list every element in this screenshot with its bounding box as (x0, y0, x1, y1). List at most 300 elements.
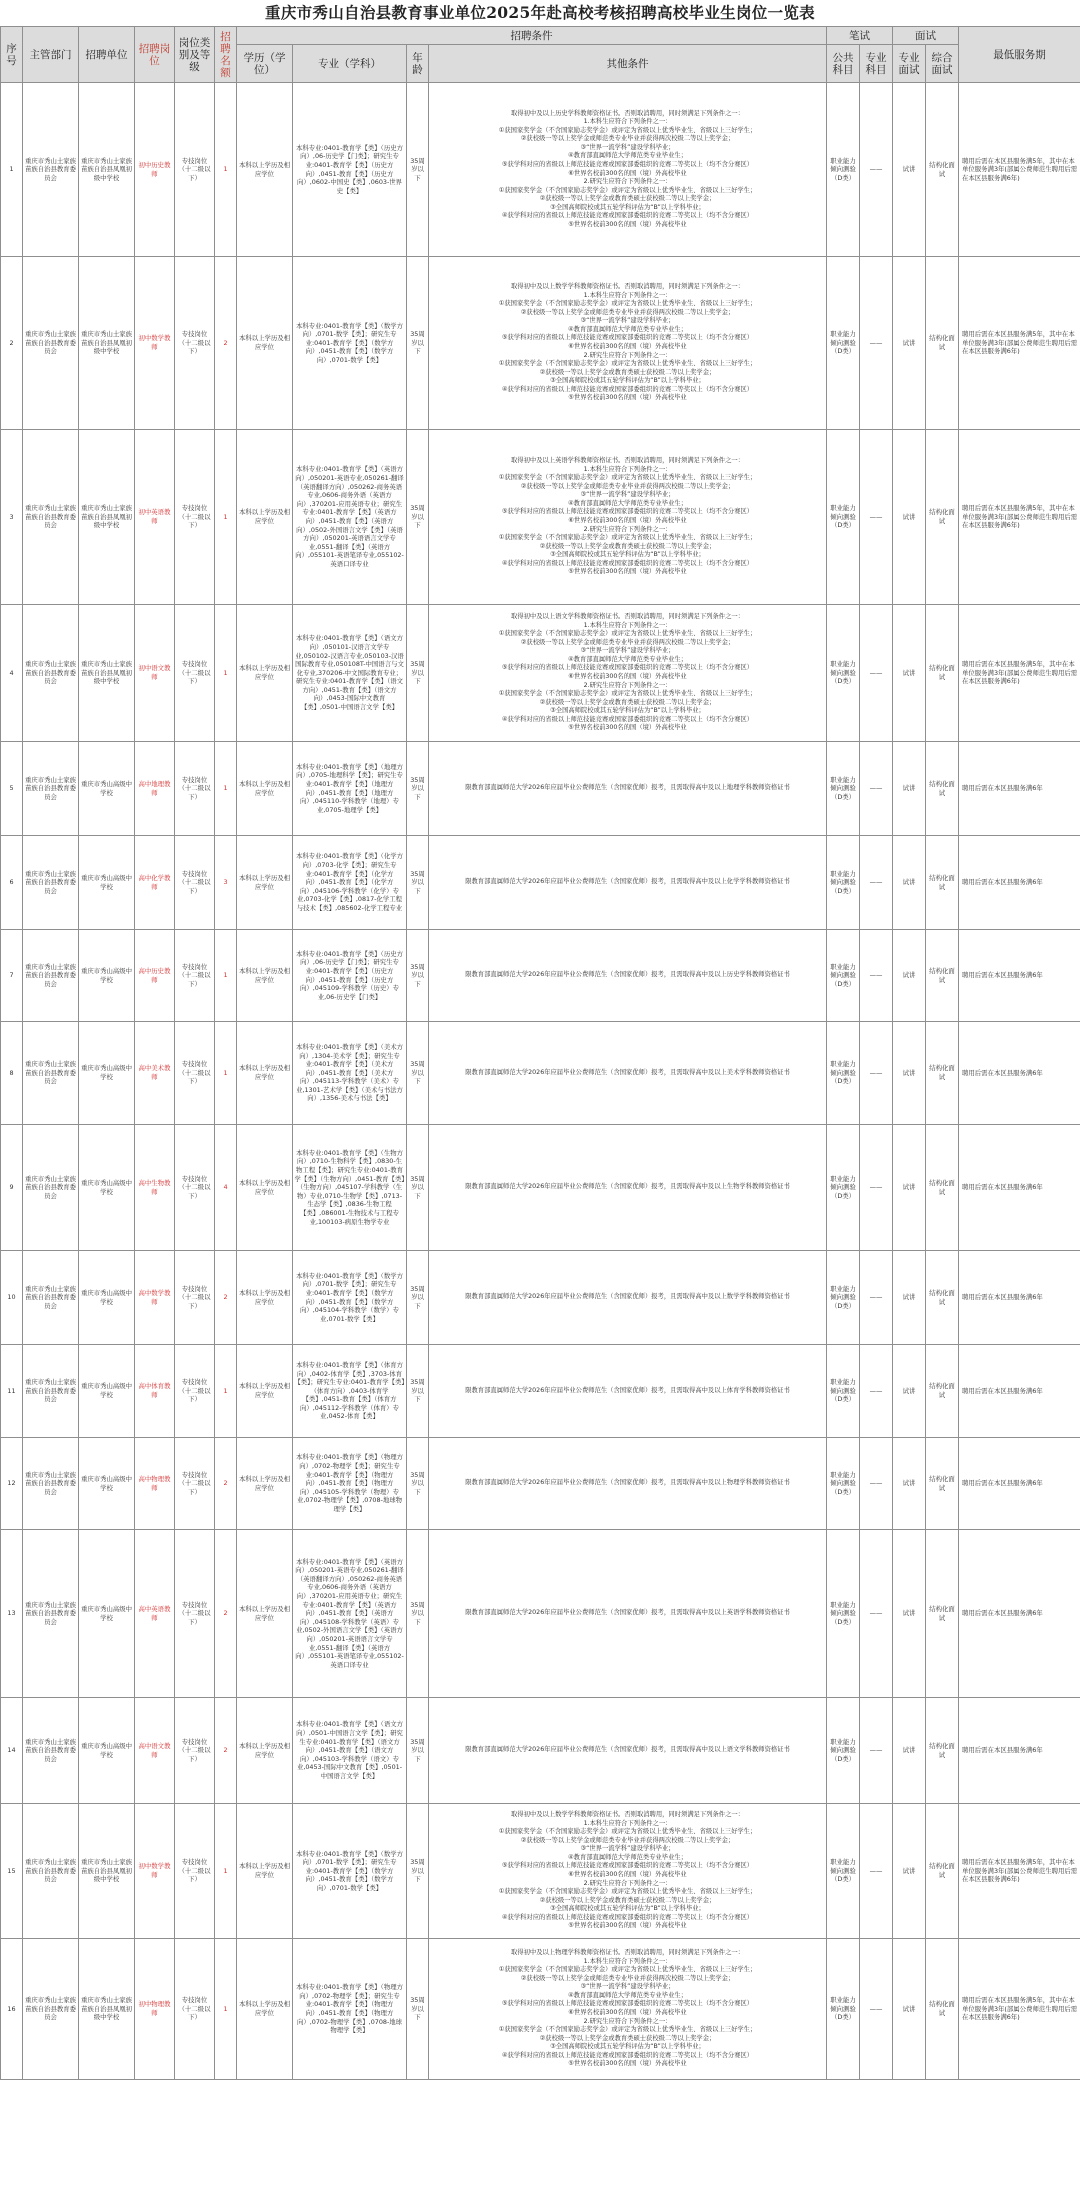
cell-other (429, 1698, 827, 1804)
cell-age: 35周岁以下 (407, 1251, 429, 1345)
cell-quota: 1 (215, 1345, 237, 1438)
cell-comp-interview: 结构化面试 (926, 1698, 959, 1804)
cell-service: 聘用后需在本区县服务满6年 (959, 1698, 1080, 1804)
cell-pro-interview: 试讲 (893, 742, 926, 836)
cell-major: 本科专业:0401-教育学【类】（英语方向）,050201-英语专业,050261-翻译（英语翻译方向）,050262-商务英语专业,0606-商务外语（英语方向）,370201-应用英语专业；研究生专业:0401-教育学【类】（英语方向）,0451-教育【类】（英语方向）,0502-外国语言文学【类】（英语方向）,050201-英语语言文学专业,0551-翻译【类】（英语方向）,055101-英语笔译专业,055102-英语口译专业 (293, 430, 407, 605)
cell-dept: 重庆市秀山土家族苗族自治县教育委员会 (23, 83, 79, 257)
condition-line: 1.本科生应符合下列条件之一： (583, 1957, 672, 1965)
cell-major: 本科专业:0401-教育学【类】（语文方向）,050101-汉语言文学专业,050102-汉语言专业,050103-汉语国际教育专业,050108T-中国语言与文化专业,370206-中文国际教育专业；研究生专业:0401-教育学【类】（语文方向）,0451-教育【类】（语文方向）,0453-国际中文教育【类】,0501-中国语言文学【类】 (293, 605, 407, 742)
cell-category: 专技岗位（十二级以下） (175, 1530, 215, 1698)
cell-major: 本科专业:0401-教育学【类】（历史方向）,06-历史学【门类】；研究生专业:0401-教育学【类】（历史方向）,0451-教育【类】（历史方向）,0602-中国史【类】,0603-世界史【类】 (293, 83, 407, 257)
condition-line: 限教育部直属师范大学2026年应届毕业公费师范生（含国家优师）报考，且需取得高中及以上语文学科教师资格证书 (465, 1746, 790, 1754)
cell-position: 初中语文教师 (135, 605, 175, 742)
header-unit: 招聘单位 (79, 27, 135, 83)
cell-major: 本科专业:0401-教育学【类】（数学方向）,0701-数学【类】；研究生专业:0401-教育学【类】（数学方向）,0451-教育【类】（数学方向）,045104-学科教学（数学）专业,0701-数学【类】 (293, 1251, 407, 1345)
cell-position: 初中英语教师 (135, 430, 175, 605)
cell-seq: 2 (1, 257, 23, 430)
condition-line: ①获国家奖学金（不含国家励志奖学金）或评定为省级以上优秀毕业生、省级以上三好学生； (498, 630, 757, 638)
header-quota: 招聘名额 (215, 27, 237, 83)
cell-pro-subject: —— (860, 83, 893, 257)
cell-other (429, 83, 827, 257)
table-row (1, 1698, 1080, 1804)
cell-comp-interview: 结构化面试 (926, 1530, 959, 1698)
cell-service: 聘用后需在本区县服务满5年，其中在本单位服务满3年(部属公费师范生聘用后需在本区县服务满6年) (959, 257, 1080, 430)
cell-comp-interview: 结构化面试 (926, 1804, 959, 1939)
header-position: 招聘岗位 (135, 27, 175, 83)
cell-age: 35周岁以下 (407, 1939, 429, 2080)
cell-service: 聘用后需在本区县服务满6年 (959, 1530, 1080, 1698)
condition-line: ③全国高师院校或其五轮学科评估为“B”以上学科毕业； (550, 203, 705, 211)
cell-age: 35周岁以下 (407, 1438, 429, 1530)
cell-age: 35周岁以下 (407, 1125, 429, 1251)
cell-age: 35周岁以下 (407, 1022, 429, 1125)
cell-age: 35周岁以下 (407, 257, 429, 430)
cell-edu: 本科以上学历及相应学位 (237, 1345, 293, 1438)
cell-pro-interview: 试讲 (893, 1530, 926, 1698)
cell-seq: 4 (1, 605, 23, 742)
cell-service: 聘用后需在本区县服务满6年 (959, 930, 1080, 1022)
cell-other (429, 1438, 827, 1530)
cell-major: 本科专业:0401-教育学【类】（数学方向）,0701-数学【类】；研究生专业:0401-教育学【类】（数学方向）,0451-教育【类】（数学方向）,0701-数学【类】 (293, 1804, 407, 1939)
header-pro-interview: 专业面试 (893, 45, 926, 83)
condition-line: ②获校级一等以上奖学金或师范类专业毕业并获得两次校级二等以上奖学金； (520, 638, 735, 646)
cell-dept: 重庆市秀山土家族苗族自治县教育委员会 (23, 1251, 79, 1345)
condition-line: 1.本科生应符合下列条件之一： (583, 465, 672, 473)
cell-seq: 1 (1, 83, 23, 257)
cell-pro-interview: 试讲 (893, 1251, 926, 1345)
condition-line: 2.研究生应符合下列条件之一： (583, 1879, 672, 1887)
table-header (1, 27, 1080, 83)
condition-line: 1.本科生应符合下列条件之一： (583, 118, 672, 126)
cell-position: 高中语文教师 (135, 1698, 175, 1804)
cell-quota: 2 (215, 1438, 237, 1530)
condition-line: 2.研究生应符合下列条件之一： (583, 2017, 672, 2025)
cell-seq: 15 (1, 1804, 23, 1939)
condition-line: ④教育部直属师范大学师范类专业毕业生； (568, 325, 687, 333)
cell-unit: 重庆市秀山高级中学校 (79, 1530, 135, 1698)
condition-line: ⑤世界名校前300名的国（境）外高校毕业 (568, 220, 687, 228)
condition-line: ④获学科对应的省级以上师范技能竞赛或国家部委组织的竞赛二等奖以上（均不含分赛区） (501, 2051, 754, 2059)
condition-line: ③全国高师院校或其五轮学科评估为“B”以上学科毕业； (550, 1905, 705, 1913)
cell-pro-subject: —— (860, 1251, 893, 1345)
condition-line: ③“世界一流学科”建设学科毕业； (580, 1983, 675, 1991)
cell-pro-subject: —— (860, 742, 893, 836)
cell-major: 本科专业:0401-教育学【类】（英语方向）,050201-英语专业,050261-翻译（英语翻译方向）,050262-商务英语专业,0606-商务外语（英语方向）,370201-应用英语专业；研究生专业:0401-教育学【类】（英语方向）,0451-教育【类】（英语方向）,045108-学科教学（英语）专业,0502-外国语言文学【类】（英语方向）,050201-英语语言文学专业,0551-翻译【类】（英语方向）,055101-英语笔译专业,055102-英语口译专业 (293, 1530, 407, 1698)
cell-other (429, 836, 827, 930)
cell-edu: 本科以上学历及相应学位 (237, 742, 293, 836)
cell-age: 35周岁以下 (407, 1804, 429, 1939)
cell-seq: 13 (1, 1530, 23, 1698)
cell-dept: 重庆市秀山土家族苗族自治县教育委员会 (23, 836, 79, 930)
condition-line: ②获校级一等以上奖学金或师范类专业毕业并获得两次校级二等以上奖学金； (520, 1974, 735, 1982)
cell-category: 专技岗位（十二级以下） (175, 742, 215, 836)
cell-category: 专技岗位（十二级以下） (175, 930, 215, 1022)
condition-line: 1.本科生应符合下列条件之一： (583, 621, 672, 629)
condition-line: ④教育部直属师范大学师范类专业毕业生； (568, 655, 687, 663)
cell-comp-interview: 结构化面试 (926, 930, 959, 1022)
cell-pro-subject: —— (860, 930, 893, 1022)
condition-line: ②获校级一等以上奖学金或师范类专业毕业并获得两次校级二等以上奖学金； (520, 135, 735, 143)
condition-line: 限教育部直属师范大学2026年应届毕业公费师范生（含国家优师）报考，且需取得高中及以上物理学科教师资格证书 (465, 1479, 790, 1487)
condition-line: ④获学科对应的省级以上师范技能竞赛或国家部委组织的竞赛二等奖以上（均不含分赛区） (501, 1913, 754, 1921)
cell-category: 专技岗位（十二级以下） (175, 1345, 215, 1438)
cell-category: 专技岗位（十二级以下） (175, 1251, 215, 1345)
condition-line: ④教育部直属师范大学师范类专业毕业生； (568, 499, 687, 507)
cell-other (429, 605, 827, 742)
cell-dept: 重庆市秀山土家族苗族自治县教育委员会 (23, 430, 79, 605)
cell-edu: 本科以上学历及相应学位 (237, 257, 293, 430)
condition-line: ⑤世界名校前300名的国（境）外高校毕业 (568, 394, 687, 402)
cell-pro-interview: 试讲 (893, 1345, 926, 1438)
cell-position: 高中美术教师 (135, 1022, 175, 1125)
condition-line: ④获学科对应的省级以上师范技能竞赛或国家部委组织的竞赛二等奖以上（均不含分赛区） (501, 715, 754, 723)
cell-comp-interview: 结构化面试 (926, 1125, 959, 1251)
condition-line: ①获国家奖学金（不含国家励志奖学金）或评定为省级以上优秀毕业生、省级以上三好学生； (498, 534, 757, 542)
cell-position: 高中英语教师 (135, 1530, 175, 1698)
cell-comp-interview: 结构化面试 (926, 1022, 959, 1125)
cell-pro-subject: —— (860, 1125, 893, 1251)
cell-quota: 3 (215, 836, 237, 930)
cell-public-subject: 职业能力倾向测验（D类） (827, 1125, 860, 1251)
condition-line: ②获校级一等以上奖学金或教育类硕士获校级二等以上奖学金； (539, 1896, 716, 1904)
cell-position: 初中数学教师 (135, 1804, 175, 1939)
header-seq: 序号 (1, 27, 23, 83)
condition-line: ①获国家奖学金（不含国家励志奖学金）或评定为省级以上优秀毕业生、省级以上三好学生； (498, 126, 757, 134)
cell-pro-subject: —— (860, 257, 893, 430)
cell-dept: 重庆市秀山土家族苗族自治县教育委员会 (23, 742, 79, 836)
condition-line: ⑥世界名校前300名的国（境）外高校毕业 (568, 517, 687, 524)
cell-major: 本科专业:0401-教育学【类】（物理方向）,0702-物理学【类】；研究生专业:0401-教育学【类】（物理方向）,0451-教育【类】（物理方向）,0702-物理学【类】,0708-地球物理学【类】 (293, 1939, 407, 2080)
cell-comp-interview: 结构化面试 (926, 605, 959, 742)
table-row (1, 742, 1080, 836)
cell-seq: 10 (1, 1251, 23, 1345)
cell-unit: 重庆市秀山土家族苗族自治县凤凰初级中学校 (79, 83, 135, 257)
page-title: 重庆市秀山自治县教育事业单位2025年赴高校考核招聘高校毕业生岗位一览表 (265, 3, 815, 22)
cell-pro-subject: —— (860, 605, 893, 742)
cell-dept: 重庆市秀山土家族苗族自治县教育委员会 (23, 257, 79, 430)
condition-line: ⑥世界名校前300名的国（境）外高校毕业 (568, 673, 687, 680)
cell-pro-subject: —— (860, 1438, 893, 1530)
cell-other (429, 1530, 827, 1698)
cell-other (429, 1804, 827, 1939)
header-interview-group: 面试 (893, 27, 959, 45)
cell-major: 本科专业:0401-教育学【类】（化学方向）,0703-化学【类】；研究生专业:0401-教育学【类】（化学方向）,0451-教育【类】（化学方向）,045106-学科教学（化学）专业,0703-化学【类】,0817-化学工程与技术【类】,085602-化学工程专业 (293, 836, 407, 930)
cell-age: 35周岁以下 (407, 605, 429, 742)
cell-pro-interview: 试讲 (893, 257, 926, 430)
condition-line: ④获学科对应的省级以上师范技能竞赛或国家部委组织的竞赛二等奖以上（均不含分赛区） (501, 385, 754, 393)
condition-line: 取得初中及以上英语学科教师资格证书。否则取消聘用，同时须满足下列条件之一： (511, 457, 744, 465)
cell-service: 聘用后需在本区县服务满5年，其中在本单位服务满3年(部属公费师范生聘用后需在本区县服务满6年) (959, 1804, 1080, 1939)
condition-line: ③“世界一流学科”建设学科毕业； (580, 647, 675, 655)
cell-major: 本科专业:0401-教育学【类】（物理方向）,0702-物理学【类】；研究生专业:0401-教育学【类】（物理方向）,0451-教育【类】（物理方向）,045105-学科教学（物理）专业,0702-物理学【类】,0708-地球物理学【类】 (293, 1438, 407, 1530)
cell-service: 聘用后需在本区县服务满5年，其中在本单位服务满3年(部属公费师范生聘用后需在本区县服务满6年) (959, 1939, 1080, 2080)
cell-unit: 重庆市秀山高级中学校 (79, 1698, 135, 1804)
cell-quota: 1 (215, 83, 237, 257)
cell-category: 专技岗位（十二级以下） (175, 605, 215, 742)
cell-quota: 4 (215, 1125, 237, 1251)
cell-seq: 11 (1, 1345, 23, 1438)
cell-service: 聘用后需在本区县服务满6年 (959, 1125, 1080, 1251)
cell-edu: 本科以上学历及相应学位 (237, 605, 293, 742)
cell-other (429, 930, 827, 1022)
cell-public-subject: 职业能力倾向测验（D类） (827, 83, 860, 257)
cell-position: 高中化学教师 (135, 836, 175, 930)
table-row (1, 1251, 1080, 1345)
cell-pro-interview: 试讲 (893, 605, 926, 742)
cell-pro-interview: 试讲 (893, 1022, 926, 1125)
cell-dept: 重庆市秀山土家族苗族自治县教育委员会 (23, 1125, 79, 1251)
cell-quota: 1 (215, 1939, 237, 2080)
cell-other (429, 1022, 827, 1125)
header-major: 专业（学科） (293, 45, 407, 83)
condition-line: ②获校级一等以上奖学金或教育类硕士获校级二等以上奖学金； (539, 2034, 716, 2042)
cell-comp-interview: 结构化面试 (926, 430, 959, 605)
cell-comp-interview: 结构化面试 (926, 836, 959, 930)
condition-line: 取得初中及以上物理学科教师资格证书。否则取消聘用，同时须满足下列条件之一： (511, 1949, 744, 1957)
cell-public-subject: 职业能力倾向测验（D类） (827, 742, 860, 836)
condition-line: ③全国高师院校或其五轮学科评估为“B”以上学科毕业； (550, 2043, 705, 2051)
cell-service: 聘用后需在本区县服务满6年 (959, 1251, 1080, 1345)
condition-line: ③全国高师院校或其五轮学科评估为“B”以上学科毕业； (550, 551, 705, 559)
cell-dept: 重庆市秀山土家族苗族自治县教育委员会 (23, 605, 79, 742)
cell-major: 本科专业:0401-教育学【类】（数学方向）,0701-数学【类】；研究生专业:0401-教育学【类】（数学方向）,0451-教育【类】（数学方向）,0701-数学【类】 (293, 257, 407, 430)
cell-unit: 重庆市秀山高级中学校 (79, 836, 135, 930)
cell-unit: 重庆市秀山高级中学校 (79, 1022, 135, 1125)
cell-public-subject: 职业能力倾向测验（D类） (827, 1438, 860, 1530)
condition-line: ⑤获学科对应的省级以上师范技能竞赛或国家部委组织的竞赛二等奖以上（均不含分赛区） (501, 334, 754, 342)
table-row (1, 1939, 1080, 2080)
cell-public-subject: 职业能力倾向测验（D类） (827, 1530, 860, 1698)
cell-unit: 重庆市秀山高级中学校 (79, 1345, 135, 1438)
cell-quota: 1 (215, 1022, 237, 1125)
condition-line: 1.本科生应符合下列条件之一： (583, 291, 672, 299)
cell-edu: 本科以上学历及相应学位 (237, 1022, 293, 1125)
cell-pro-interview: 试讲 (893, 1125, 926, 1251)
condition-line: ①获国家奖学金（不含国家励志奖学金）或评定为省级以上优秀毕业生、省级以上三好学生； (498, 1828, 757, 1836)
cell-seq: 16 (1, 1939, 23, 2080)
cell-seq: 7 (1, 930, 23, 1022)
cell-category: 专技岗位（十二级以下） (175, 257, 215, 430)
cell-public-subject: 职业能力倾向测验（D类） (827, 1698, 860, 1804)
cell-edu: 本科以上学历及相应学位 (237, 1939, 293, 2080)
condition-line: ⑤获学科对应的省级以上师范技能竞赛或国家部委组织的竞赛二等奖以上（均不含分赛区） (501, 664, 754, 672)
cell-major: 本科专业:0401-教育学【类】（美术方向）,1304-美术学【类】；研究生专业:0401-教育学【类】（美术方向）,0451-教育【类】（美术方向）,045113-学科教学（美术）专业,1301-艺术学【类】（美术与书法方向）,1356-美术与书法【类】 (293, 1022, 407, 1125)
cell-quota: 2 (215, 1530, 237, 1698)
cell-edu: 本科以上学历及相应学位 (237, 930, 293, 1022)
cell-pro-subject: —— (860, 836, 893, 930)
cell-seq: 6 (1, 836, 23, 930)
cell-position: 高中数学教师 (135, 1251, 175, 1345)
cell-category: 专技岗位（十二级以下） (175, 1698, 215, 1804)
header-pro-subject: 专业科目 (860, 45, 893, 83)
cell-pro-subject: —— (860, 1022, 893, 1125)
cell-public-subject: 职业能力倾向测验（D类） (827, 1251, 860, 1345)
cell-quota: 2 (215, 1698, 237, 1804)
header-conditions-group: 招聘条件 (237, 27, 827, 45)
cell-position: 高中地理教师 (135, 742, 175, 836)
condition-line: ①获国家奖学金（不含国家励志奖学金）或评定为省级以上优秀毕业生、省级以上三好学生； (498, 474, 757, 482)
cell-major: 本科专业:0401-教育学【类】（历史方向）,06-历史学【门类】；研究生专业:0401-教育学【类】（历史方向）,0451-教育【类】（历史方向）,045109-学科教学（历史）专业,06-历史学【门类】 (293, 930, 407, 1022)
cell-seq: 3 (1, 430, 23, 605)
cell-pro-interview: 试讲 (893, 1438, 926, 1530)
cell-comp-interview: 结构化面试 (926, 83, 959, 257)
cell-age: 35周岁以下 (407, 1698, 429, 1804)
header-public-subject: 公共科目 (827, 45, 860, 83)
condition-line: ③“世界一流学科”建设学科毕业； (580, 317, 675, 325)
cell-pro-interview: 试讲 (893, 1804, 926, 1939)
cell-seq: 14 (1, 1698, 23, 1804)
condition-line: ①获国家奖学金（不含国家励志奖学金）或评定为省级以上优秀毕业生、省级以上三好学生； (498, 1966, 757, 1974)
condition-line: 限教育部直属师范大学2026年应届毕业公费师范生（含国家优师）报考，且需取得高中及以上体育学科教师资格证书 (465, 1386, 790, 1394)
cell-major: 本科专业:0401-教育学【类】（生物方向）,0710-生物科学【类】,0830-生物工程【类】；研究生专业:0401-教育学【类】（生物方向）,0451-教育【类】（生物方向）,045107-学科教学（生物）专业,0710-生物学【类】,0713-生态学【类】,0836-生物工程【类】,086001-生物技术与工程专业,100103-病原生物学专业 (293, 1125, 407, 1251)
table-row (1, 257, 1080, 430)
cell-edu: 本科以上学历及相应学位 (237, 1438, 293, 1530)
cell-pro-interview: 试讲 (893, 1939, 926, 2080)
cell-unit: 重庆市秀山土家族苗族自治县凤凰初级中学校 (79, 257, 135, 430)
condition-line: ②获校级一等以上奖学金或教育类硕士获校级二等以上奖学金； (539, 698, 716, 706)
cell-quota: 1 (215, 605, 237, 742)
condition-line: ①获国家奖学金（不含国家励志奖学金）或评定为省级以上优秀毕业生、省级以上三好学生； (498, 1888, 757, 1896)
cell-category: 专技岗位（十二级以下） (175, 836, 215, 930)
cell-dept: 重庆市秀山土家族苗族自治县教育委员会 (23, 1804, 79, 1939)
header-category: 岗位类别及等级 (175, 27, 215, 83)
cell-unit: 重庆市秀山高级中学校 (79, 930, 135, 1022)
cell-edu: 本科以上学历及相应学位 (237, 1530, 293, 1698)
cell-dept: 重庆市秀山土家族苗族自治县教育委员会 (23, 1345, 79, 1438)
cell-edu: 本科以上学历及相应学位 (237, 83, 293, 257)
cell-age: 35周岁以下 (407, 836, 429, 930)
cell-position: 高中历史教师 (135, 930, 175, 1022)
condition-line: 1.本科生应符合下列条件之一： (583, 1819, 672, 1827)
cell-public-subject: 职业能力倾向测验（D类） (827, 1345, 860, 1438)
cell-category: 专技岗位（十二级以下） (175, 1804, 215, 1939)
condition-line: 取得初中及以上数学学科教师资格证书。否则取消聘用，同时须满足下列条件之一： (511, 1811, 744, 1819)
table-row (1, 605, 1080, 742)
condition-line: ②获校级一等以上奖学金或师范类专业毕业并获得两次校级二等以上奖学金； (520, 308, 735, 316)
condition-line: ③全国高师院校或其五轮学科评估为“B”以上学科毕业； (550, 377, 705, 385)
cell-unit: 重庆市秀山土家族苗族自治县凤凰初级中学校 (79, 605, 135, 742)
condition-line: 取得初中及以上历史学科教师资格证书。否则取消聘用，同时须满足下列条件之一： (511, 109, 744, 117)
condition-line: ⑤世界名校前300名的国（境）外高校毕业 (568, 1922, 687, 1930)
table-row (1, 1022, 1080, 1125)
cell-quota: 2 (215, 257, 237, 430)
positions-table (0, 26, 1080, 2080)
condition-line: 取得初中及以上语文学科教师资格证书。否则取消聘用，同时须满足下列条件之一： (511, 613, 744, 621)
cell-comp-interview: 结构化面试 (926, 1345, 959, 1438)
cell-position: 初中数学教师 (135, 257, 175, 430)
condition-line: ⑥世界名校前300名的国（境）外高校毕业 (568, 1871, 687, 1878)
condition-line: 限教育部直属师范大学2026年应届毕业公费师范生（含国家优师）报考，且需取得高中及以上化学学科教师资格证书 (465, 878, 790, 886)
cell-age: 35周岁以下 (407, 430, 429, 605)
cell-pro-subject: —— (860, 1939, 893, 2080)
condition-line: ⑤世界名校前300名的国（境）外高校毕业 (568, 568, 687, 576)
header-age: 年龄 (407, 45, 429, 83)
cell-quota: 1 (215, 742, 237, 836)
cell-edu: 本科以上学历及相应学位 (237, 1698, 293, 1804)
table-row (1, 1438, 1080, 1530)
cell-service: 聘用后需在本区县服务满5年，其中在本单位服务满3年(部属公费师范生聘用后需在本区县服务满6年) (959, 605, 1080, 742)
condition-line: ⑥世界名校前300名的国（境）外高校毕业 (568, 343, 687, 350)
cell-quota: 1 (215, 1804, 237, 1939)
cell-dept: 重庆市秀山土家族苗族自治县教育委员会 (23, 1022, 79, 1125)
cell-edu: 本科以上学历及相应学位 (237, 836, 293, 930)
cell-service: 聘用后需在本区县服务满6年 (959, 1022, 1080, 1125)
cell-comp-interview: 结构化面试 (926, 1251, 959, 1345)
condition-line: ①获国家奖学金（不含国家励志奖学金）或评定为省级以上优秀毕业生、省级以上三好学生； (498, 2026, 757, 2034)
cell-category: 专技岗位（十二级以下） (175, 1438, 215, 1530)
cell-unit: 重庆市秀山高级中学校 (79, 742, 135, 836)
table-row (1, 1530, 1080, 1698)
condition-line: ②获校级一等以上奖学金或师范类专业毕业并获得两次校级二等以上奖学金； (520, 482, 735, 490)
cell-unit: 重庆市秀山土家族苗族自治县凤凰初级中学校 (79, 430, 135, 605)
condition-line: 限教育部直属师范大学2026年应届毕业公费师范生（含国家优师）报考，且需取得高中及以上美术学科教师资格证书 (465, 1068, 790, 1076)
cell-unit: 重庆市秀山土家族苗族自治县凤凰初级中学校 (79, 1939, 135, 2080)
cell-pro-interview: 试讲 (893, 836, 926, 930)
cell-service: 聘用后需在本区县服务满6年 (959, 1438, 1080, 1530)
condition-line: 限教育部直属师范大学2026年应届毕业公费师范生（含国家优师）报考，且需取得高中及以上英语学科教师资格证书 (465, 1609, 790, 1617)
cell-pro-subject: —— (860, 1345, 893, 1438)
cell-quota: 1 (215, 930, 237, 1022)
condition-line: 取得初中及以上数学学科教师资格证书。否则取消聘用，同时须满足下列条件之一： (511, 283, 744, 291)
table-row (1, 1345, 1080, 1438)
cell-comp-interview: 结构化面试 (926, 742, 959, 836)
cell-pro-subject: —— (860, 430, 893, 605)
condition-line: ⑤获学科对应的省级以上师范技能竞赛或国家部委组织的竞赛二等奖以上（均不含分赛区） (501, 2000, 754, 2008)
cell-public-subject: 职业能力倾向测验（D类） (827, 1022, 860, 1125)
condition-line: ②获校级一等以上奖学金或教育类硕士获校级二等以上奖学金； (539, 195, 716, 203)
condition-line: ⑤世界名校前300名的国（境）外高校毕业 (568, 724, 687, 732)
table-row (1, 1125, 1080, 1251)
cell-public-subject: 职业能力倾向测验（D类） (827, 1939, 860, 2080)
condition-line: ②获校级一等以上奖学金或教育类硕士获校级二等以上奖学金； (539, 542, 716, 550)
cell-pro-subject: —— (860, 1530, 893, 1698)
cell-category: 专技岗位（十二级以下） (175, 83, 215, 257)
header-edu: 学历（学位） (237, 45, 293, 83)
condition-line: 2.研究生应符合下列条件之一： (583, 351, 672, 359)
cell-public-subject: 职业能力倾向测验（D类） (827, 257, 860, 430)
cell-pro-subject: —— (860, 1698, 893, 1804)
cell-service: 聘用后需在本区县服务满6年 (959, 836, 1080, 930)
condition-line: ④教育部直属师范大学师范类专业毕业生； (568, 1991, 687, 1999)
condition-line: ③全国高师院校或其五轮学科评估为“B”以上学科毕业； (550, 707, 705, 715)
cell-seq: 12 (1, 1438, 23, 1530)
cell-other (429, 1125, 827, 1251)
table-row (1, 1804, 1080, 1939)
condition-line: ②获校级一等以上奖学金或师范类专业毕业并获得两次校级二等以上奖学金； (520, 1836, 735, 1844)
header-written-group: 笔试 (827, 27, 893, 45)
cell-other (429, 1345, 827, 1438)
cell-service: 聘用后需在本区县服务满6年 (959, 742, 1080, 836)
condition-line: ④获学科对应的省级以上师范技能竞赛或国家部委组织的竞赛二等奖以上（均不含分赛区） (501, 212, 754, 220)
header-service: 最低服务期 (959, 27, 1080, 83)
condition-line: ⑤世界名校前300名的国（境）外高校毕业 (568, 2060, 687, 2068)
cell-public-subject: 职业能力倾向测验（D类） (827, 836, 860, 930)
cell-pro-interview: 试讲 (893, 430, 926, 605)
cell-category: 专技岗位（十二级以下） (175, 1022, 215, 1125)
condition-line: ④教育部直属师范大学师范类专业毕业生； (568, 1853, 687, 1861)
condition-line: ⑤获学科对应的省级以上师范技能竞赛或国家部委组织的竞赛二等奖以上（均不含分赛区） (501, 508, 754, 516)
cell-other (429, 1251, 827, 1345)
condition-line: 限教育部直属师范大学2026年应届毕业公费师范生（含国家优师）报考，且需取得高中及以上历史学科教师资格证书 (465, 971, 790, 979)
table-body (1, 83, 1080, 2080)
condition-line: ①获国家奖学金（不含国家励志奖学金）或评定为省级以上优秀毕业生、省级以上三好学生； (498, 300, 757, 308)
condition-line: 2.研究生应符合下列条件之一： (583, 681, 672, 689)
condition-line: ③“世界一流学科”建设学科毕业； (580, 143, 675, 151)
cell-age: 35周岁以下 (407, 1345, 429, 1438)
cell-pro-subject: —— (860, 1804, 893, 1939)
condition-line: ④教育部直属师范大学师范类专业毕业生； (568, 152, 687, 160)
table-row (1, 836, 1080, 930)
